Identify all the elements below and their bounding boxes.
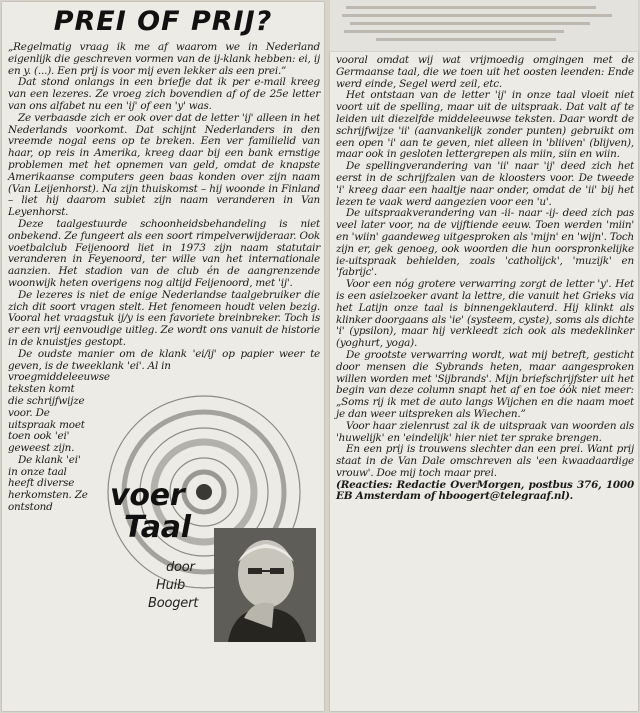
paragraph: „Regelmatig vraag ik me af waarom we in Nederland eigenlijk die geschreven vormen van de ij-klank hebben: ei, ij en y. (...). Een prij is voor mij even lekker als een prei.”: [8, 41, 320, 77]
logo-word-taal: Taal: [124, 510, 191, 546]
paragraph: Het ontstaan van de letter 'ij' in onze taal vloeit niet voort uit de spelling, maar uit de uitspraak. Dat valt af te leiden uit diezelfde middeleeuwse teksten. Daar wordt de schrijfwijze 'ii' (aanvankelijk zonder punten) gebruikt om een open 'i' aan te geven, niet alleen in 'bliiven' (blijven), maar ook in gesloten lettergrepen als miin, siin en wiin.: [336, 89, 634, 161]
author-portrait: [214, 528, 316, 642]
paragraph: De oudste manier om de klank 'ei/ij' op papier weer te geven, is de tweeklank 'ei'. Al in: [8, 347, 320, 372]
byline-door: door: [166, 560, 195, 576]
paragraph: vroegmiddeleeuwse teksten komt die schrijfwijze voor. De uitspraak moet toen ook 'ei' geweest zijn.: [8, 371, 110, 455]
paragraph: Voor een nóg grotere verwarring zorgt de letter 'y'. Het is een asielzoeker avant la lettre, die vanuit het Grieks via het Latijn onze taal is binnengeklauterd. Hij klinkt als klinker doorgaans als 'ie' (systeem, cyste), soms als dichte 'i' (ypsilon), maar hij verkleedt zich ook als medeklinker (yoghurt, yoga).: [336, 278, 634, 350]
byline-firstname: Huib: [156, 578, 186, 594]
voer-taal-logo: [92, 372, 322, 650]
paragraph: Voor haar zielenrust zal ik de uitspraak van woorden als 'huwelijk' en 'eindelijk' hier niet ter sprake brengen.: [336, 419, 634, 444]
paragraph: Dat stond onlangs in een briefje dat ik per e-mail kreeg van een lezeres. Ze vroeg zich bovendien af of de 25e letter van ons alfabet nu een 'ij' of een 'y' was.: [8, 76, 320, 112]
bleed-through-lines: [336, 2, 636, 50]
paragraph: De klank 'ei' in onze taal heeft diverse herkomsten. Ze ontstond: [8, 453, 88, 514]
byline-lastname: Boogert: [148, 596, 199, 612]
reply-address: (Reacties: Redactie OverMorgen, postbus 376, 1000 EB Amsterdam of hboogert@telegraaf.nl).: [336, 478, 634, 503]
paragraph: De spellingverandering van 'ii' naar 'ij' deed zich het eerst in de schrijfzalen van de kloosters voor. De tweede 'i' kreeg daar een haaltje naar onder, omdat de 'ii' bij het lezen te vaak werd aangezien voor een 'u'.: [336, 160, 634, 208]
paragraph: Deze taalgestuurde schoonheidsbehandeling is niet onbekend. Ze fungeert als een soort rimpelverwijderaar. Ook voetbalclub Feijenoord liet in 1973 zijn naam statutair veranderen in Feyenoord, ter wille van het internationale aanzien. Het stadion van de club én de aangrenzende woonwijk heten overigens nog altijd Feijenoord, met 'ij'.: [8, 217, 320, 289]
paragraph: De uitspraakverandering van -ii- naar -ij- deed zich pas veel later voor, na de vijftiende eeuw. Toen werden 'miin' en 'wiin' gaandeweg uitgesproken als 'mijn' en 'wijn'. Toch zijn er, gek genoeg, ook woorden die hun oorspronkelijke ie-uitspraak behielden, zoals 'catholijck', 'muzijk' en 'fabrijc'.: [336, 207, 634, 279]
paragraph: vooral omdat wij wat vrijmoedig omgingen met de Germaanse taal, die we toen uit het oosten leenden: Ende werd einde, Segel werd zeil, etc.: [336, 54, 634, 90]
paragraph: De grootste verwarring wordt, wat mij betreft, gesticht door mensen die Sybrands heten, maar aangesproken willen worden met 'Sijbrands'. Mijn briefschrijfster uit het begin van deze column snapt het af en toe óók niet meer: „Soms rij ik met de auto langs Wijchen en die naam moet je dan weer uitspreken als Wiechen.”: [336, 348, 634, 420]
adjacent-clipping-ghost: [330, 0, 638, 52]
article-clipping-right: [330, 52, 638, 711]
article-headline: PREI OF PRIJ?: [53, 6, 273, 37]
paragraph: Ze verbaasde zich er ook over dat de letter 'ij' alleen in het Nederlands voorkomt. Dat schijnt Nederlanders in den vreemde nogal eens op te breken. Een ver familielid van haar, op reis in Amerika, kreeg daar bij een bank ernstige problemen met het opnemen van geld, omdat de knapste Amerikaanse computers geen baas konden over zijn naam (Van Leijenhorst). Na zijn thuiskomst – hij woonde in Finland – liet hij daarom subiet zijn naam veranderen in Van Leyenhorst.: [8, 111, 320, 219]
portrait-photo: [214, 528, 316, 642]
narrow-column: [8, 371, 110, 514]
column-logo-block: [8, 372, 320, 650]
right-column: [336, 55, 634, 503]
article-clipping-left: [2, 2, 324, 711]
left-column: [8, 42, 320, 650]
paragraph: En een prij is trouwens slechter dan een prei. Want prij staat in de Van Dale omschreven als 'een kwaadaardige vrouw'. Doe mij toch maar prei.: [336, 443, 634, 479]
logo-word-voer: voer: [110, 478, 185, 514]
paragraph: De lezeres is niet de enige Nederlandse taalgebruiker die zich dit soort vragen stelt. Het fenomeen houdt velen bezig. Vooral het vraagstuk ij/y is een favoriete breinbreker. Toch is er een vrij eenvoudige uitleg. Ze wordt ons vanuit de historie in de knuistjes gestopt.: [8, 288, 320, 348]
